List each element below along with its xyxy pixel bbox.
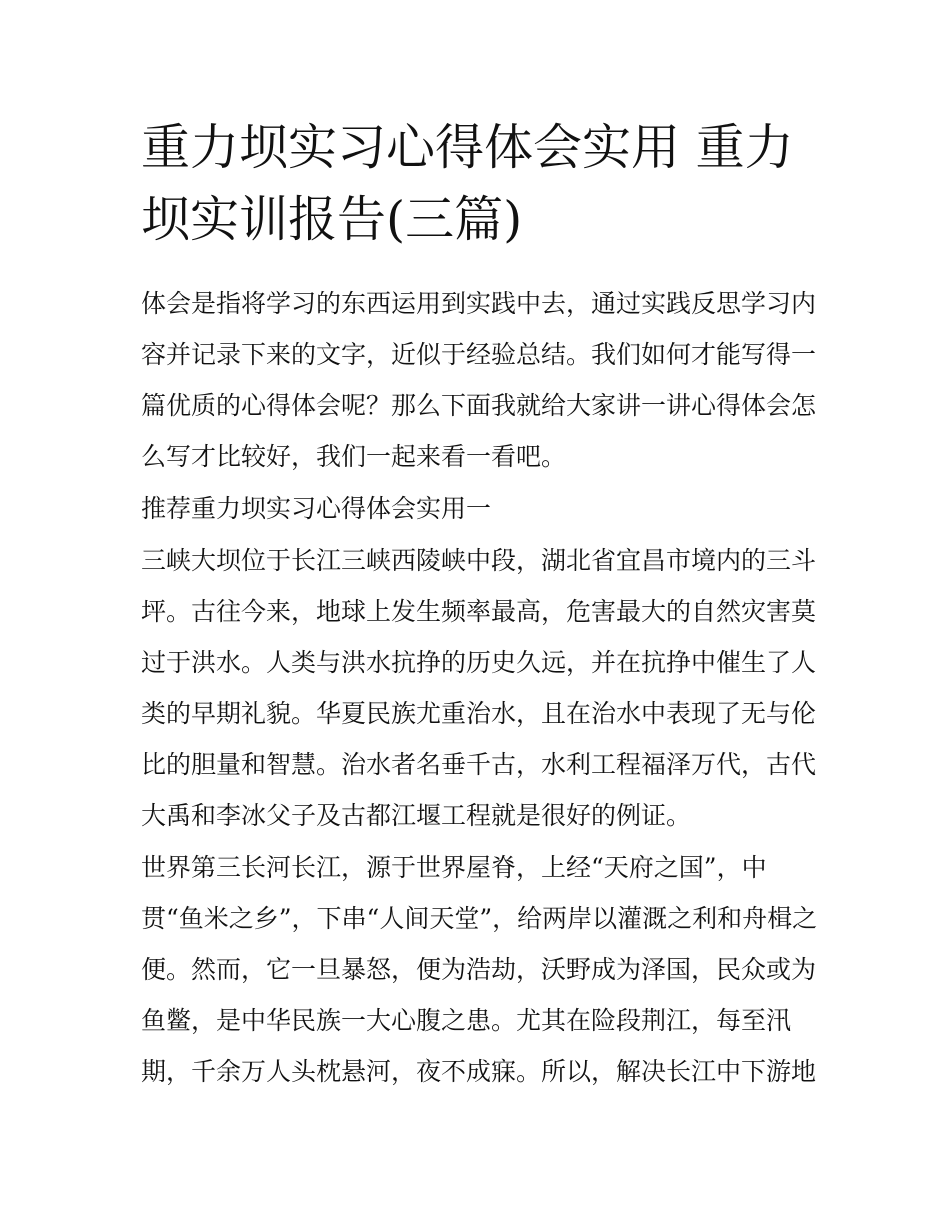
text-line: 推荐重力坝实习心得体会实用一 [141, 494, 492, 523]
text-line: 世界第三长河长江，源于世界屋脊，上经“天府之国”，中 [141, 853, 767, 882]
text-line: 贯“鱼米之乡”，下串“人间天堂”，给两岸以灌溉之利和舟楫之 [141, 904, 818, 933]
text-line: 坪。古往今来，地球上发生频率最高，危害最大的自然灾害莫 [141, 597, 817, 626]
title-line: 重力坝实习心得体会实用 重力 [141, 119, 794, 176]
document-body [141, 278, 821, 1098]
text-line: 比的胆量和智慧。治水者名垂千古，水利工程福泽万代，古代 [141, 750, 817, 779]
text-line: 么写才比较好，我们一起来看一看吧。 [141, 442, 567, 471]
intro-paragraph [141, 278, 821, 482]
title-line: 坝实训报告(三篇) [141, 191, 523, 248]
body-paragraph [141, 842, 821, 1097]
text-line: 大禹和李冰父子及古都江堰工程就是很好的例证。 [141, 801, 692, 830]
text-line: 便。然而，它一旦暴怒，便为浩劫，沃野成为泽国，民众或为 [141, 955, 817, 984]
text-line: 篇优质的心得体会呢？那么下面我就给大家讲一讲心得体会怎 [141, 391, 817, 420]
text-line: 体会是指将学习的东西运用到实践中去，通过实践反思学习内 [141, 289, 817, 318]
text-line: 容并记录下来的文字，近似于经验总结。我们如何才能写得一 [141, 340, 817, 369]
section-heading [141, 483, 821, 534]
text-line: 鱼鳖，是中华民族一大心腹之患。尤其在险段荆江，每至汛 [141, 1006, 792, 1035]
text-line: 类的早期礼貌。华夏民族尤重治水，且在治水中表现了无与伦 [141, 699, 817, 728]
body-paragraph [141, 535, 821, 841]
text-line: 过于洪水。人类与洪水抗挣的历史久远，并在抗挣中催生了人 [141, 648, 817, 677]
document-title [141, 112, 831, 256]
text-line: 期，千余万人头枕悬河，夜不成寐。所以，解决长江中下游地 [141, 1057, 817, 1086]
text-line: 三峡大坝位于长江三峡西陵峡中段，湖北省宜昌市境内的三斗 [141, 546, 817, 575]
